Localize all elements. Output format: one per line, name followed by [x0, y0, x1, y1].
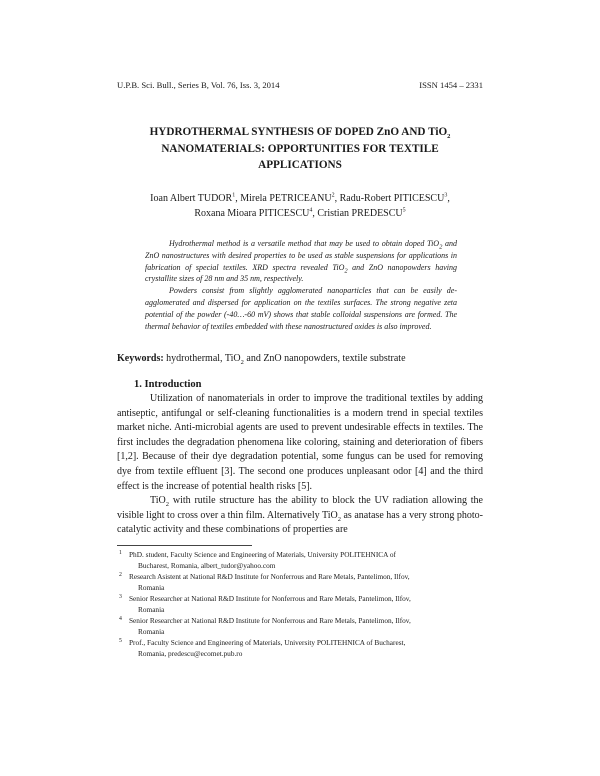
author-name: Radu-Robert PITICESCU — [339, 193, 445, 204]
author-line-1: Ioan Albert TUDOR$^1$, Mirela PETRICEANU$^2$, Radu-Robert PITICESCU$^3$, — [150, 192, 450, 204]
title-line-3: APPLICATIONS — [258, 159, 342, 171]
abstract-paragraph-1: Hydrothermal method is a versatile method that may be used to obtain doped TiO$_2$ and ZnO nanostructures with desired properties to be used as stable suspensions for applications in fabrication of special textiles. XRD spectra revealed TiO$_2$ and ZnO nanopowders having crystallite sizes of 28 nm and 35 nm, respectively. — [145, 239, 458, 284]
author-list — [110, 191, 490, 221]
abstract — [145, 238, 457, 332]
author-name: Roxana Mioara PITICESCU — [194, 208, 310, 219]
issn: ISSN 1454 – 2331 — [419, 80, 483, 90]
author-name: Mirela PETRICEANU — [240, 193, 332, 204]
footnote-4: 4 Senior Researcher at National R&D Institute for Nonferrous and Rare Metals, Pantelimon, Ilfov, Romania — [119, 616, 411, 636]
author-line-2: Roxana Mioara PITICESCU$^4$, Cristian PREDESCU$^5$ — [194, 207, 406, 219]
body-paragraph-1: Utilization of nanomaterials in order to improve the traditional textiles by adding antiseptic, antifungal or self-cleaning functionalities is a modern trend in special textiles market niche. Anti-microbial agents are used to prevent undesirable effects in textiles. The first includes the degradation phenomena like coloring, staining and deterioration of fibers [1,2]. Because of their dye degradation potential, some fungus can be used for removing dye from textile effluent [3]. The second one produces unpleasant odor [4] and the third effect is the increase of potential health risks [5]. — [117, 393, 483, 492]
author-affiliation-mark: 3 — [444, 192, 448, 199]
author-affiliation-mark: 5 — [402, 207, 406, 214]
author-name: Cristian PREDESCU — [317, 208, 403, 219]
footnote-2: 2 Research Asistent at National R&D Institute for Nonferrous and Rare Metals, Pantelimon, Ilfov, Romania — [119, 572, 410, 592]
footnote-3: 3 Senior Researcher at National R&D Institute for Nonferrous and Rare Metals, Pantelimon, Ilfov, Romania — [119, 594, 411, 614]
author-affiliation-mark: 1 — [232, 192, 236, 199]
body-paragraph-2: TiO$_2$ with rutile structure has the ability to block the UV radiation allowing the visible light to cross over a thin film. Alternatively TiO$_2$ as anatase has a very strong photo-catalytic activity and these combinations of properties are — [117, 495, 483, 536]
journal-citation: U.P.B. Sci. Bull., Series B, Vol. 76, Iss. 3, 2014 — [117, 80, 280, 90]
title-line-2: NANOMATERIALS: OPPORTUNITIES FOR TEXTILE — [161, 142, 439, 155]
author-affiliation-mark: 2 — [331, 192, 335, 199]
footnote-5: 5 Prof., Faculty Science and Engineering of Materials, University POLITEHNICA of Bucharest, Romania, predescu@ecomet.pub.ro — [119, 638, 406, 658]
keywords-label: Keywords: — [117, 353, 164, 364]
paper-title — [110, 124, 490, 174]
footnote-divider — [117, 545, 252, 546]
title-line-1: HYDROTHERMAL SYNTHESIS OF DOPED ZnO AND TiO$_2$ — [149, 126, 451, 141]
body-text — [117, 392, 483, 538]
author-name: Ioan Albert TUDOR — [150, 193, 233, 204]
author-affiliation-mark: 4 — [309, 207, 313, 214]
keywords: Keywords: hydrothermal, TiO$_2$ and ZnO nanopowders, textile substrate — [117, 353, 406, 366]
abstract-paragraph-2: Powders consist from slightly agglomerated nanoparticles that can be easily de-agglomerated and dispersed for application on the textiles surfaces. The strong negative zeta potential of the powder (-40…-60 mV) shows that stable colloidal suspensions are formed. The thermal behavior of textiles embedded with these nanostructured oxides is also improved. — [145, 286, 457, 331]
footnotes — [117, 549, 483, 659]
footnote-1: 1 PhD. student, Faculty Science and Engineering of Materials, University POLITEHNICA of Bucharest, Romania, albert_tudor@yahoo.com — [119, 550, 396, 570]
section-heading-introduction: 1. Introduction — [134, 379, 202, 390]
